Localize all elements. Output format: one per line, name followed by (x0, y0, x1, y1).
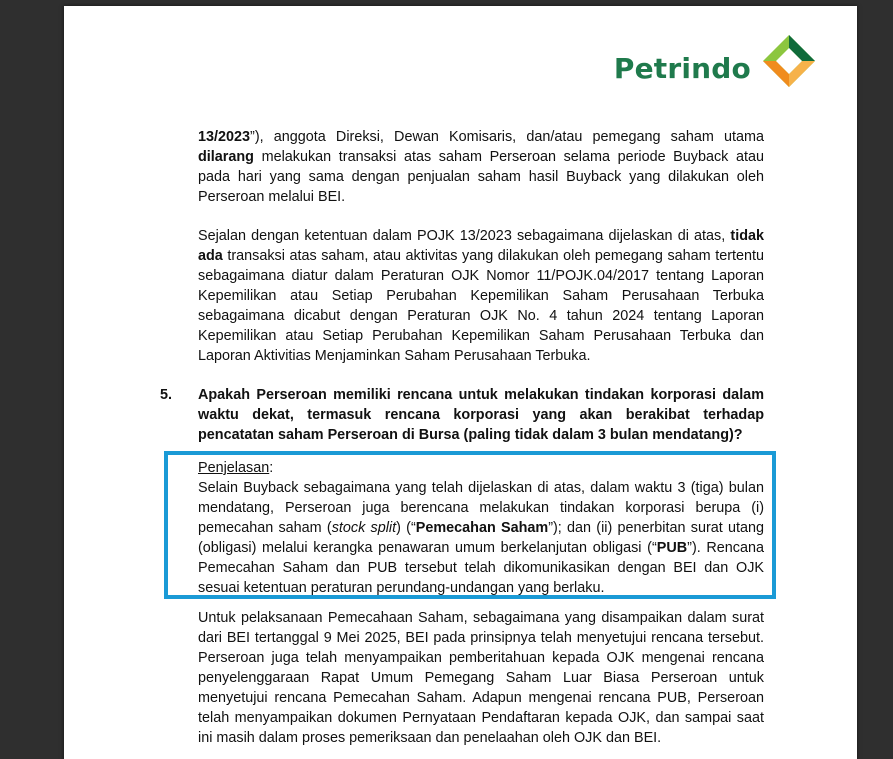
explanation-block: Penjelasan: Selain Buyback sebagaimana yang telah dijelaskan di atas, dalam waktu 3 (tiga) bulan mendatang, Perseroan juga berencana melakukan tindakan korporasi berupa (i) pemecahan saham (stock split) (“Pemecahan Saham”); dan (ii) penerbitan surat utang (obligasi) melalui kerangka penawaran umum berkelanjutan obligasi (“PUB”). Rencana Pemecahan Saham dan PUB tersebut telah dikomunikasikan dengan BEI dan OJK sesuai ketentuan peraturan perundang-undangan yang berlaku. (198, 460, 764, 596)
petrindo-logo-icon (761, 33, 817, 89)
paragraph-buyback-restriction: 13/2023”), anggota Direksi, Dewan Komisaris, dan/atau pemegang saham utama dilarang melakukan transaksi atas saham Perseroan selama periode Buyback atau pada hari yang sama dengan penjualan saham hasil Buyback yang dilakukan oleh Perseroan melalui BEI. (198, 129, 764, 205)
regulation-ref: 13/2023 (198, 129, 251, 145)
bold-tidak-ada: tidak ada (198, 228, 764, 264)
bold-dilarang: dilarang (198, 149, 254, 165)
explanation-heading: Penjelasan (198, 460, 270, 476)
question-number: 5. (160, 387, 173, 403)
document-page (64, 6, 857, 759)
paragraph-no-transactions: Sejalan dengan ketentuan dalam POJK 13/2023 sebagaimana dijelaskan di atas, tidak ada transaksi atas saham, atau aktivitas yang dilakukan oleh pemegang saham tertentu sebagaimana diatur dalam Peraturan OJK Nomor 11/POJK.04/2017 tentang Laporan Kepemilikan atau Setiap Perubahan Kepemilikan Saham Perusahaan Terbuka sebagaimana dicabut dengan Peraturan OJK No. 4 tahun 2024 tentang Laporan Kepemilikan atau Setiap Perubahan Kepemilikan Saham Perusahaan Terbuka dan Laporan Aktivitias Menjaminkan Saham Perusahaan Terbuka. (198, 228, 764, 364)
bold-pub: PUB (656, 540, 688, 556)
logo-text: Petrindo (613, 51, 751, 85)
company-logo (614, 33, 817, 89)
bold-pemecahan-saham: Pemecahan Saham (415, 520, 549, 536)
paragraph-implementation: Untuk pelaksanaan Pemecahaan Saham, sebagaimana yang disampaikan dalam surat dari BEI tertanggal 9 Mei 2025, BEI pada prinsipnya telah menyetujui rencana tersebut. Perseroan juga telah menyampaikan pemberitahuan kepada OJK mengenai rencana penyelenggaraan Rapat Umum Pemegang Saham Luar Biasa Perseroan untuk menyetujui rencana Pemecahan Saham. Adapun mengenai rencana PUB, Perseroan telah menyampaikan dokumen Pernyataan Pendaftaran kepada OJK, dan sampai saat ini masih dalam proses pemeriksaan dan penelaahan oleh OJK dan BEI. (198, 610, 764, 746)
question-text: Apakah Perseroan memiliki rencana untuk melakukan tindakan korporasi dalam waktu dekat, termasuk rencana korporasi yang akan berakibat terhadap pencatatan saham Perseroan di Bursa (paling tidak dalam 3 bulan mendatang)? (198, 387, 764, 443)
italic-stock-split: stock split (331, 520, 397, 536)
